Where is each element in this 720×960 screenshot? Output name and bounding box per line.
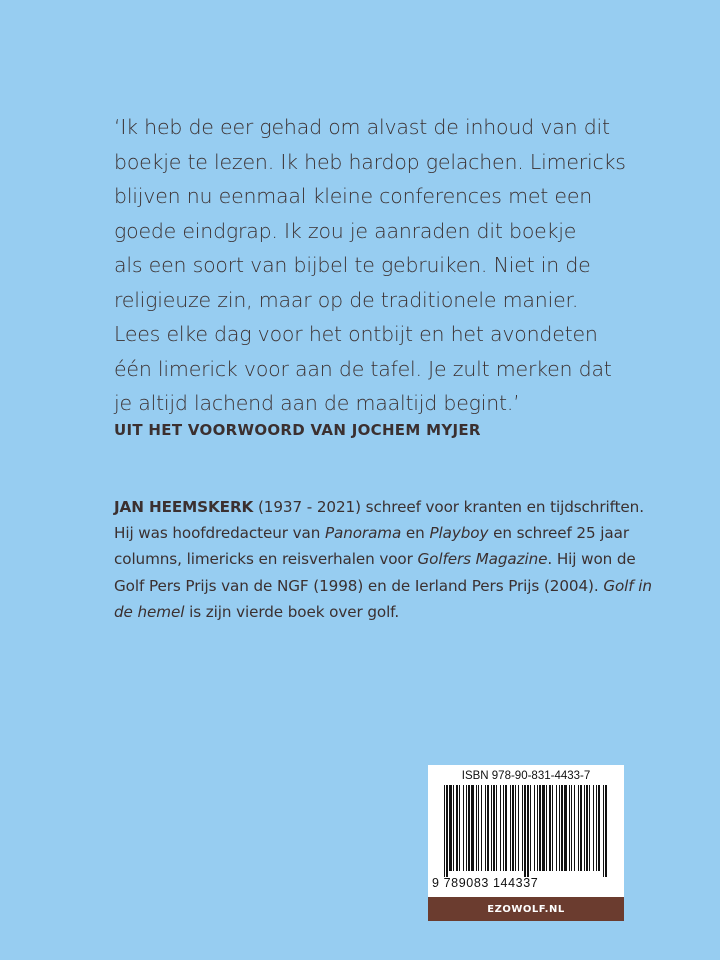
barcode-bar	[512, 785, 514, 871]
barcode-bar	[584, 785, 585, 871]
barcode-bar	[534, 785, 535, 871]
author-bio	[114, 494, 654, 625]
barcode-bar	[598, 785, 600, 871]
barcode-bar	[444, 785, 445, 877]
barcode-bar	[589, 785, 590, 871]
barcode-bar	[596, 785, 597, 871]
barcode-bar	[487, 785, 489, 871]
barcode-bar	[580, 785, 582, 871]
barcode-bar	[446, 785, 448, 877]
barcode-bar	[478, 785, 479, 871]
magazine-title-panorama: Panorama	[324, 524, 402, 543]
barcode-bar	[552, 785, 553, 871]
quote-attribution: UIT HET VOORWOORD VAN JOCHEM MYJER	[114, 421, 481, 439]
barcode-bar	[466, 785, 467, 871]
barcode-bar	[496, 785, 497, 871]
barcode-icon	[444, 785, 610, 877]
barcode-bar	[574, 785, 575, 871]
barcode-bar	[522, 785, 523, 871]
barcode-bar	[539, 785, 541, 871]
barcode-bar	[503, 785, 504, 871]
barcode-bar	[561, 785, 563, 871]
magazine-title-playboy: Playboy	[429, 524, 489, 543]
barcode-bar	[515, 785, 516, 871]
barcode-bar	[546, 785, 547, 871]
barcode-bar	[569, 785, 570, 871]
barcode-bar	[493, 785, 495, 871]
magazine-title-golfers: Golfers Magazine	[417, 550, 548, 569]
barcode-bar	[578, 785, 579, 871]
barcode-bar	[559, 785, 560, 871]
barcode-bar	[491, 785, 492, 871]
barcode-digits: 9 789083 144337	[432, 876, 539, 890]
barcode-bar	[542, 785, 545, 871]
barcode-bar	[524, 785, 526, 877]
barcode-bar	[453, 785, 454, 871]
barcode-bar	[449, 785, 452, 871]
publisher-label: EZOWOLF.NL	[428, 897, 624, 921]
bio-text-2: en	[401, 524, 430, 543]
barcode-bar	[459, 785, 460, 871]
bio-text-5: is zijn vierde boek over golf.	[184, 602, 400, 621]
book-title: Golf in de hemel	[114, 576, 652, 621]
barcode-bar	[463, 785, 464, 871]
barcode-bar	[505, 785, 507, 871]
barcode-bar	[586, 785, 588, 871]
bio-text-1: (1937 - 2021) schreef voor kranten en tijdschriften. Hij was hoofdredacteur van	[114, 498, 644, 543]
barcode-bar	[481, 785, 482, 871]
back-cover-quote: ‘Ik heb de eer gehad om alvast de inhoud van dit boekje te lezen. Ik heb hardop gelachen. Limericks blijven nu eenmaal kleine conferences met een goede eindgrap. Ik zou je aanraden dit boekje als een soort van bijbel te gebruiken. Niet in de religieuze zin, maar op de traditionele manier. Lees elke dag voor het ontbijt en het avondeten één limerick voor aan de tafel. Je zult merken dat je altijd lachend aan de maaltijd begint.’	[114, 115, 626, 415]
barcode-bar	[605, 785, 607, 877]
barcode-bar	[571, 785, 572, 871]
barcode-bar	[556, 785, 557, 871]
isbn-barcode-box	[428, 765, 624, 921]
barcode-bar	[564, 785, 567, 871]
barcode-bar	[593, 785, 594, 871]
barcode-bar	[518, 785, 519, 871]
barcode-bar	[530, 785, 531, 871]
barcode-bar	[510, 785, 511, 871]
barcode-bar	[549, 785, 551, 871]
barcode-bar	[468, 785, 470, 871]
isbn-label: ISBN 978-90-831-4433-7	[461, 770, 591, 782]
barcode-bar	[456, 785, 458, 871]
barcode-bar	[603, 785, 604, 877]
bio-text-3: en schreef 25 jaar columns, limericks en reisverhalen voor	[114, 524, 629, 569]
barcode-bar	[537, 785, 538, 871]
barcode-bar	[500, 785, 501, 871]
barcode-bar	[471, 785, 474, 871]
author-name: JAN HEEMSKERK	[114, 498, 254, 516]
barcode-bar	[527, 785, 529, 877]
bio-text-4: . Hij won de Golf Pers Prijs van de NGF (1998) en de Ierland Pers Prijs (2004).	[114, 550, 636, 595]
barcode-bar	[485, 785, 486, 871]
barcode-bar	[476, 785, 477, 871]
